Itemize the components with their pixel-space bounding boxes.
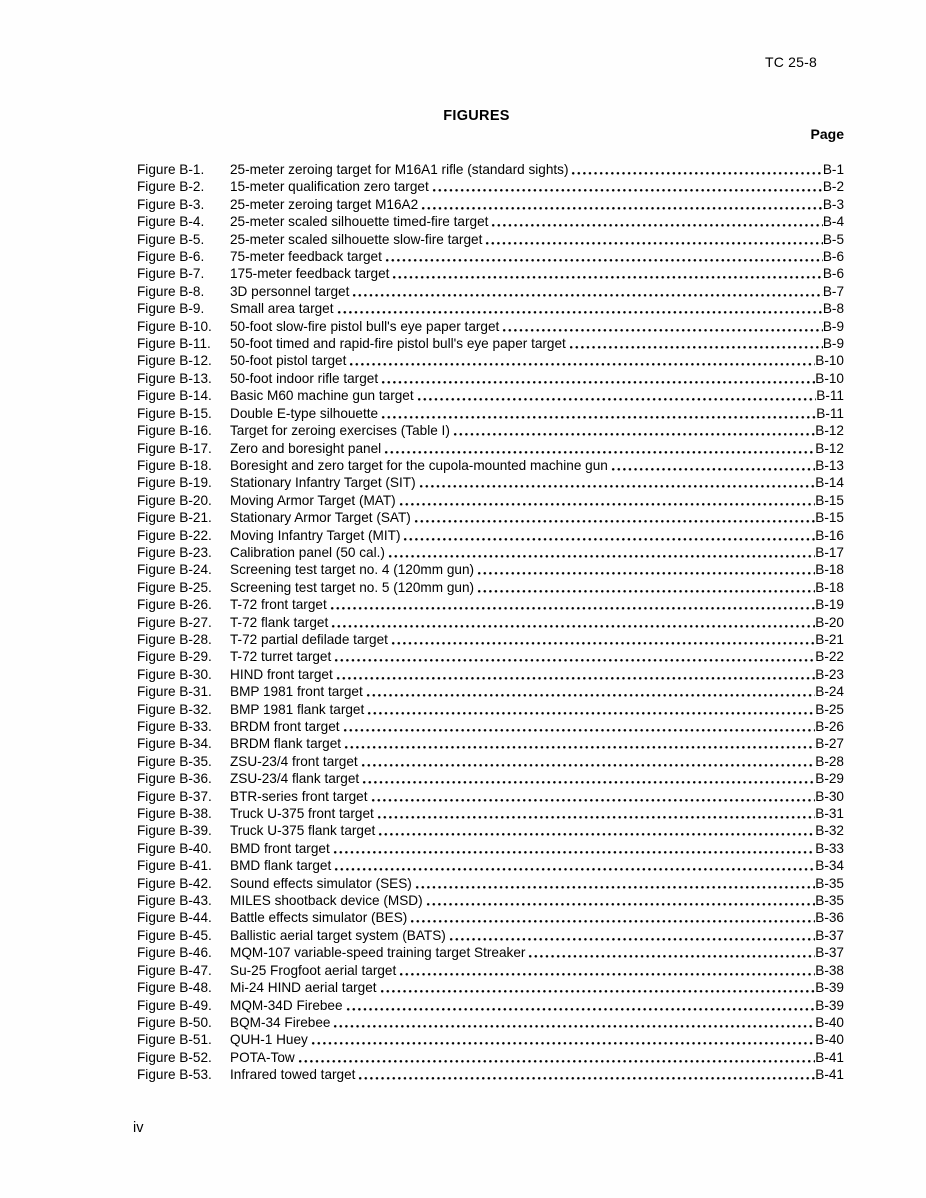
dot-leader bbox=[611, 457, 815, 474]
figure-label: Figure B-3. bbox=[137, 196, 205, 212]
figure-title: Small area target bbox=[230, 301, 334, 317]
figure-row bbox=[137, 1031, 844, 1048]
figure-page: B-12 bbox=[815, 423, 844, 439]
figure-label: Figure B-20. bbox=[137, 492, 212, 508]
figure-page: B-27 bbox=[815, 736, 844, 752]
figure-title: 175-meter feedback target bbox=[230, 266, 390, 282]
figure-row bbox=[137, 596, 844, 613]
dot-leader bbox=[485, 231, 822, 248]
figure-title: MQM-34D Firebee bbox=[230, 997, 343, 1013]
figure-label: Figure B-36. bbox=[137, 771, 212, 787]
figure-row bbox=[137, 335, 844, 352]
figure-label: Figure B-21. bbox=[137, 510, 212, 526]
figure-title: 25-meter scaled silhouette timed-fire target bbox=[230, 214, 489, 230]
dot-leader bbox=[449, 927, 815, 944]
figure-page: B-41 bbox=[815, 1067, 844, 1083]
figure-label: Figure B-11. bbox=[137, 336, 211, 352]
dot-leader bbox=[477, 579, 815, 596]
figure-label: Figure B-32. bbox=[137, 701, 212, 717]
figure-title: MILES shootback device (MSD) bbox=[230, 893, 423, 909]
figure-row bbox=[137, 857, 844, 874]
figure-row bbox=[137, 962, 844, 979]
figure-title: Basic M60 machine gun target bbox=[230, 388, 414, 404]
figure-row bbox=[137, 770, 844, 787]
figure-label: Figure B-53. bbox=[137, 1067, 212, 1083]
figure-page: B-4 bbox=[822, 214, 844, 230]
figure-label: Figure B-7. bbox=[137, 266, 205, 282]
figure-page: B-24 bbox=[815, 684, 844, 700]
dot-leader bbox=[419, 474, 816, 491]
figure-title: BMD flank target bbox=[230, 858, 332, 874]
figure-row bbox=[137, 318, 844, 335]
dot-leader bbox=[331, 614, 815, 631]
figure-label: Figure B-4. bbox=[137, 214, 205, 230]
dot-leader bbox=[346, 997, 816, 1014]
figure-page: B-11 bbox=[816, 388, 844, 404]
figure-title: T-72 front target bbox=[230, 597, 327, 613]
dot-leader bbox=[334, 648, 815, 665]
figure-label: Figure B-22. bbox=[137, 527, 212, 543]
figure-page: B-9 bbox=[822, 336, 844, 352]
figure-title: BQM-34 Firebee bbox=[230, 1014, 331, 1030]
figure-label: Figure B-33. bbox=[137, 719, 212, 734]
figure-title: Su-25 Frogfoot aerial target bbox=[230, 962, 397, 978]
dot-leader bbox=[426, 892, 816, 909]
figure-label: Figure B-14. bbox=[137, 388, 212, 404]
figure-label: Figure B-34. bbox=[137, 736, 212, 752]
figure-page: B-15 bbox=[815, 492, 844, 508]
figure-row bbox=[137, 614, 844, 631]
figure-label: Figure B-31. bbox=[137, 684, 212, 700]
figure-label: Figure B-47. bbox=[137, 962, 212, 978]
dot-leader bbox=[380, 979, 816, 996]
dot-leader bbox=[358, 1066, 815, 1083]
figure-title: 75-meter feedback target bbox=[230, 249, 382, 265]
figure-row bbox=[137, 283, 844, 300]
figure-label: Figure B-43. bbox=[137, 893, 212, 909]
figure-row bbox=[137, 718, 844, 735]
figure-label: Figure B-15. bbox=[137, 405, 212, 421]
figure-page: B-13 bbox=[815, 457, 844, 473]
dot-leader bbox=[392, 265, 822, 282]
figure-title: 50-foot slow-fire pistol bull's eye paper target bbox=[230, 318, 500, 334]
figure-label: Figure B-49. bbox=[137, 997, 212, 1013]
figure-label: Figure B-45. bbox=[137, 927, 212, 943]
figure-title: Screening test target no. 4 (120mm gun) bbox=[230, 562, 475, 578]
figure-title: 50-foot pistol target bbox=[230, 353, 347, 369]
dot-leader bbox=[528, 944, 815, 961]
figure-row bbox=[137, 840, 844, 857]
figure-label: Figure B-17. bbox=[137, 440, 212, 456]
figure-page: B-5 bbox=[822, 231, 844, 247]
figure-title: BRDM front target bbox=[230, 719, 340, 734]
figure-row bbox=[137, 631, 844, 648]
dot-leader bbox=[361, 753, 816, 770]
page-title: FIGURES bbox=[443, 108, 510, 124]
figure-page: B-6 bbox=[822, 266, 844, 282]
figure-title: Truck U-375 flank target bbox=[230, 823, 376, 839]
figure-label: Figure B-8. bbox=[137, 283, 205, 299]
figure-row bbox=[137, 231, 844, 248]
dot-leader bbox=[378, 822, 815, 839]
figure-title: Double E-type silhouette bbox=[230, 405, 379, 421]
figure-row bbox=[137, 979, 844, 996]
figure-label: Figure B-2. bbox=[137, 179, 205, 195]
dot-leader bbox=[381, 370, 815, 387]
figures-list bbox=[137, 161, 844, 1084]
figure-page: B-26 bbox=[815, 719, 844, 734]
figure-row bbox=[137, 178, 844, 195]
figure-page: B-40 bbox=[815, 1014, 844, 1030]
figure-label: Figure B-29. bbox=[137, 649, 212, 665]
figure-row bbox=[137, 805, 844, 822]
figure-label: Figure B-42. bbox=[137, 875, 212, 891]
figure-row bbox=[137, 735, 844, 752]
figure-row bbox=[137, 1066, 844, 1083]
figure-label: Figure B-40. bbox=[137, 840, 212, 856]
figure-page: B-30 bbox=[815, 788, 844, 804]
figure-title: T-72 flank target bbox=[230, 614, 329, 630]
figure-row bbox=[137, 213, 844, 230]
figure-page: B-37 bbox=[815, 927, 844, 943]
figure-page: B-28 bbox=[815, 753, 844, 769]
figure-title: HIND front target bbox=[230, 666, 333, 682]
figure-row bbox=[137, 196, 844, 213]
figure-label: Figure B-48. bbox=[137, 980, 212, 996]
figure-row bbox=[137, 509, 844, 526]
figure-label: Figure B-9. bbox=[137, 301, 205, 317]
figure-page: B-39 bbox=[815, 980, 844, 996]
figure-label: Figure B-46. bbox=[137, 945, 212, 961]
figure-label: Figure B-28. bbox=[137, 631, 212, 647]
figure-row bbox=[137, 561, 844, 578]
figure-title: Stationary Armor Target (SAT) bbox=[230, 510, 411, 526]
figure-title: T-72 partial defilade target bbox=[230, 631, 388, 647]
figure-title: Battle effects simulator (BES) bbox=[230, 910, 408, 926]
figure-title: Target for zeroing exercises (Table I) bbox=[230, 423, 450, 439]
dot-leader bbox=[502, 318, 823, 335]
figure-row bbox=[137, 440, 844, 457]
figure-row bbox=[137, 892, 844, 909]
figure-page: B-31 bbox=[815, 806, 844, 822]
dot-leader bbox=[336, 666, 816, 683]
figure-label: Figure B-27. bbox=[137, 614, 212, 630]
figure-row bbox=[137, 405, 844, 422]
dot-leader bbox=[384, 440, 815, 457]
figure-label: Figure B-6. bbox=[137, 249, 205, 265]
figure-page: B-3 bbox=[822, 196, 844, 212]
figure-row bbox=[137, 265, 844, 282]
figure-page: B-6 bbox=[822, 249, 844, 265]
dot-leader bbox=[352, 283, 822, 300]
figure-row bbox=[137, 788, 844, 805]
figure-title: Ballistic aerial target system (BATS) bbox=[230, 927, 446, 943]
document-reference: TC 25-8 bbox=[765, 54, 817, 70]
dot-leader bbox=[367, 701, 815, 718]
figure-page: B-11 bbox=[816, 405, 844, 421]
figure-row bbox=[137, 387, 844, 404]
figure-page: B-25 bbox=[815, 701, 844, 717]
figure-label: Figure B-37. bbox=[137, 788, 212, 804]
figure-title: BMD front target bbox=[230, 840, 330, 856]
figure-title: 50-foot indoor rifle target bbox=[230, 370, 379, 386]
figure-title: BRDM flank target bbox=[230, 736, 342, 752]
figure-row bbox=[137, 352, 844, 369]
figure-label: Figure B-12. bbox=[137, 353, 212, 369]
figure-row bbox=[137, 474, 844, 491]
figure-title: 25-meter zeroing target for M16A1 rifle (standard sights) bbox=[230, 162, 569, 177]
figure-page: B-33 bbox=[815, 840, 844, 856]
dot-leader bbox=[414, 509, 815, 526]
figure-page: B-16 bbox=[815, 527, 844, 543]
figure-page: B-41 bbox=[815, 1049, 844, 1065]
figure-page: B-36 bbox=[815, 910, 844, 926]
dot-leader bbox=[377, 805, 815, 822]
dot-leader bbox=[311, 1031, 815, 1048]
figure-label: Figure B-39. bbox=[137, 823, 212, 839]
figure-row bbox=[137, 701, 844, 718]
dot-leader bbox=[385, 248, 823, 265]
figure-label: Figure B-24. bbox=[137, 562, 212, 578]
dot-leader bbox=[453, 422, 815, 439]
figure-row bbox=[137, 161, 844, 178]
dot-leader bbox=[333, 1014, 815, 1031]
figure-page: B-12 bbox=[815, 440, 844, 456]
dot-leader bbox=[391, 631, 815, 648]
figure-title: 3D personnel target bbox=[230, 283, 350, 299]
figure-page: B-15 bbox=[815, 510, 844, 526]
figure-row bbox=[137, 422, 844, 439]
figure-title: 15-meter qualification zero target bbox=[230, 179, 429, 195]
figure-row bbox=[137, 1049, 844, 1066]
figure-row bbox=[137, 370, 844, 387]
figure-title: T-72 turret target bbox=[230, 649, 332, 665]
figure-label: Figure B-23. bbox=[137, 544, 212, 560]
figure-row bbox=[137, 527, 844, 544]
figure-page: B-40 bbox=[815, 1032, 844, 1048]
figure-label: Figure B-44. bbox=[137, 910, 212, 926]
dot-leader bbox=[344, 735, 815, 752]
dot-leader bbox=[366, 683, 816, 700]
figure-row bbox=[137, 457, 844, 474]
figure-row bbox=[137, 875, 844, 892]
figure-row bbox=[137, 944, 844, 961]
figure-title: 25-meter zeroing target M16A2 bbox=[230, 196, 419, 212]
dot-leader bbox=[410, 909, 815, 926]
figure-label: Figure B-38. bbox=[137, 806, 212, 822]
figure-page: B-23 bbox=[815, 666, 844, 682]
figure-label: Figure B-52. bbox=[137, 1049, 212, 1065]
figure-page: B-29 bbox=[815, 771, 844, 787]
dot-leader bbox=[362, 770, 815, 787]
figure-label: Figure B-35. bbox=[137, 753, 212, 769]
figure-page: B-8 bbox=[822, 301, 844, 317]
dot-leader bbox=[381, 405, 816, 422]
figure-page: B-10 bbox=[815, 353, 844, 369]
dot-leader bbox=[349, 352, 815, 369]
figure-label: Figure B-41. bbox=[137, 858, 212, 874]
figure-page: B-19 bbox=[815, 597, 844, 613]
figure-title: Truck U-375 front target bbox=[230, 806, 374, 822]
figure-row bbox=[137, 248, 844, 265]
figure-title: POTA-Tow bbox=[230, 1049, 295, 1065]
footer-page-number: iv bbox=[133, 1120, 144, 1136]
figure-page: B-1 bbox=[822, 162, 844, 177]
figure-page: B-39 bbox=[815, 997, 844, 1013]
figure-title: Screening test target no. 5 (120mm gun) bbox=[230, 579, 475, 595]
figure-label: Figure B-5. bbox=[137, 231, 205, 247]
figure-page: B-14 bbox=[815, 475, 844, 491]
figure-row bbox=[137, 666, 844, 683]
figure-title: ZSU-23/4 flank target bbox=[230, 771, 360, 787]
dot-leader bbox=[333, 840, 816, 857]
figure-page: B-35 bbox=[815, 893, 844, 909]
dot-leader bbox=[432, 178, 823, 195]
page-column-header: Page bbox=[810, 126, 844, 142]
figure-label: Figure B-19. bbox=[137, 475, 212, 491]
figure-title: ZSU-23/4 front target bbox=[230, 753, 358, 769]
dot-leader bbox=[343, 718, 816, 735]
figure-row bbox=[137, 579, 844, 596]
dot-leader bbox=[298, 1049, 816, 1066]
dot-leader bbox=[388, 544, 815, 561]
figure-row bbox=[137, 683, 844, 700]
figure-page: B-21 bbox=[815, 631, 844, 647]
figure-row bbox=[137, 544, 844, 561]
figure-row bbox=[137, 753, 844, 770]
figure-title: Moving Infantry Target (MIT) bbox=[230, 527, 401, 543]
figure-label: Figure B-50. bbox=[137, 1014, 212, 1030]
figure-title: 25-meter scaled silhouette slow-fire target bbox=[230, 231, 483, 247]
figure-title: Sound effects simulator (SES) bbox=[230, 875, 412, 891]
dot-leader bbox=[399, 492, 816, 509]
figure-title: BMP 1981 flank target bbox=[230, 701, 365, 717]
figure-title: MQM-107 variable-speed training target Streaker bbox=[230, 945, 526, 961]
dot-leader bbox=[421, 196, 823, 213]
dot-leader bbox=[337, 300, 823, 317]
dot-leader bbox=[330, 596, 816, 613]
dot-leader bbox=[571, 161, 822, 178]
figure-page: B-34 bbox=[815, 858, 844, 874]
figure-title: Zero and boresight panel bbox=[230, 440, 382, 456]
figure-title: BMP 1981 front target bbox=[230, 684, 363, 700]
figure-page: B-18 bbox=[815, 579, 844, 595]
figure-label: Figure B-30. bbox=[137, 666, 212, 682]
figure-row bbox=[137, 997, 844, 1014]
figure-row bbox=[137, 822, 844, 839]
dot-leader bbox=[371, 788, 816, 805]
figure-page: B-22 bbox=[815, 649, 844, 665]
figure-label: Figure B-13. bbox=[137, 370, 212, 386]
figure-label: Figure B-51. bbox=[137, 1032, 212, 1048]
dot-leader bbox=[415, 875, 815, 892]
figure-label: Figure B-10. bbox=[137, 318, 212, 334]
figure-label: Figure B-26. bbox=[137, 597, 212, 613]
dot-leader bbox=[569, 335, 823, 352]
dot-leader bbox=[417, 387, 817, 404]
figure-title: Infrared towed target bbox=[230, 1067, 356, 1083]
figure-label: Figure B-16. bbox=[137, 423, 212, 439]
figure-label: Figure B-1. bbox=[137, 162, 205, 177]
dot-leader bbox=[334, 857, 815, 874]
figure-label: Figure B-25. bbox=[137, 579, 212, 595]
figure-title: Calibration panel (50 cal.) bbox=[230, 544, 385, 560]
figure-page: B-2 bbox=[822, 179, 844, 195]
dot-leader bbox=[491, 213, 822, 230]
figure-title: QUH-1 Huey bbox=[230, 1032, 308, 1048]
figure-page: B-7 bbox=[822, 283, 844, 299]
figure-title: BTR-series front target bbox=[230, 788, 368, 804]
figure-row bbox=[137, 492, 844, 509]
figure-title: Stationary Infantry Target (SIT) bbox=[230, 475, 416, 491]
figure-page: B-9 bbox=[822, 318, 844, 334]
figure-page: B-37 bbox=[815, 945, 844, 961]
dot-leader bbox=[477, 561, 815, 578]
figure-row bbox=[137, 648, 844, 665]
figure-page: B-38 bbox=[815, 962, 844, 978]
figure-page: B-10 bbox=[815, 370, 844, 386]
figure-title: Moving Armor Target (MAT) bbox=[230, 492, 396, 508]
figure-row bbox=[137, 1014, 844, 1031]
figure-title: Mi-24 HIND aerial target bbox=[230, 980, 377, 996]
figure-page: B-32 bbox=[815, 823, 844, 839]
figure-title: 50-foot timed and rapid-fire pistol bull's eye paper target bbox=[230, 336, 566, 352]
figure-row bbox=[137, 909, 844, 926]
dot-leader bbox=[403, 527, 815, 544]
figure-title: Boresight and zero target for the cupola-mounted machine gun bbox=[230, 457, 608, 473]
dot-leader bbox=[399, 962, 815, 979]
figure-row bbox=[137, 300, 844, 317]
figure-page: B-20 bbox=[815, 614, 844, 630]
figure-page: B-17 bbox=[815, 544, 844, 560]
figure-page: B-35 bbox=[815, 875, 844, 891]
figure-row bbox=[137, 927, 844, 944]
figure-page: B-18 bbox=[815, 562, 844, 578]
figure-label: Figure B-18. bbox=[137, 457, 212, 473]
